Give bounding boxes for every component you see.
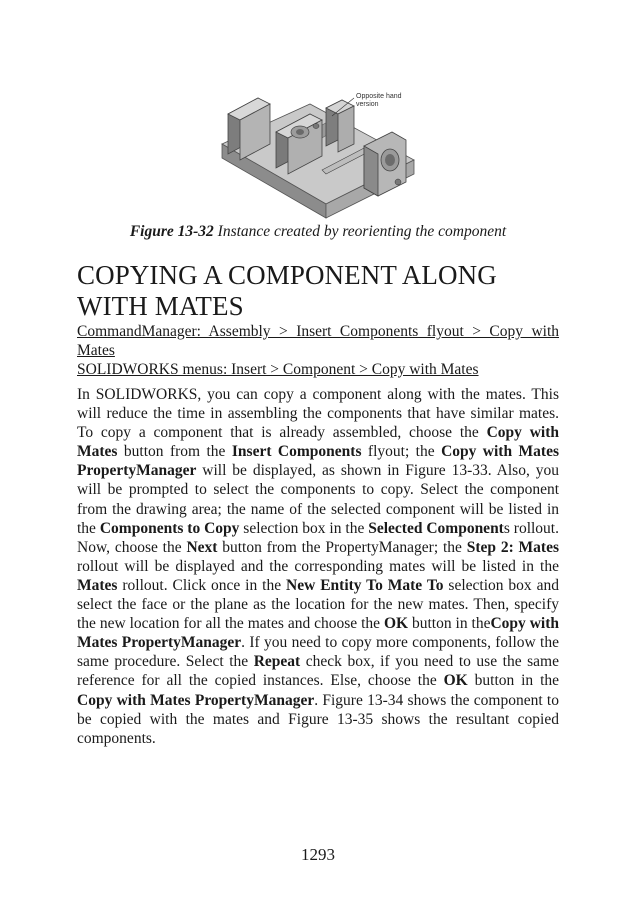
section-heading: COPYING A COMPONENT ALONG WITH MATES xyxy=(77,260,497,321)
commandmanager-path: CommandManager: Assembly > Insert Components flyout > Copy with Mates xyxy=(77,323,559,359)
body-bold-term: Repeat xyxy=(253,653,301,671)
figure-caption-label: Figure 13-32 xyxy=(129,223,214,240)
body-bold-term: OK xyxy=(443,672,468,690)
body-bold-term: Insert Components xyxy=(231,443,362,461)
figure-callout: Opposite hand version xyxy=(356,93,402,108)
body-bold-term: Step 2: Mates xyxy=(466,538,559,556)
body-bold-term: Selected Component xyxy=(368,519,504,537)
body-text: flyout; the xyxy=(361,443,442,461)
body-bold-term: Components to Copy xyxy=(99,519,240,537)
body-bold-term: Copy with Mates PropertyManager xyxy=(77,443,559,480)
body-text: rollout will be displayed and the corresponding mates will be listed in the xyxy=(77,557,559,575)
body-text: selection box in the xyxy=(239,519,369,537)
body-text: s rollout. Now, choose the xyxy=(77,519,559,556)
body-text: button in the xyxy=(408,615,491,633)
figure-caption xyxy=(0,222,636,242)
figure-vise-illustration xyxy=(218,86,418,222)
body-text: button in the xyxy=(467,672,559,690)
body-text: check box, if you need to use the same reference for all the copied instances. Else, choose the xyxy=(77,653,559,690)
body-text: . Figure 13-34 shows the component to be copied with the mates and Figure 13-35 shows the resultant copied components. xyxy=(77,691,559,747)
body-bold-term: Mates xyxy=(77,576,118,594)
body-bold-term: Copy with Mates PropertyManager xyxy=(77,615,559,652)
body-text: rollout. Click once in the xyxy=(117,576,287,594)
body-paragraph xyxy=(77,385,559,748)
body-text: button from the PropertyManager; the xyxy=(217,538,467,556)
body-text: button from the xyxy=(117,443,232,461)
body-text: In SOLIDWORKS, you can copy a component along with the mates. This will reduce the time in assembling the components that have similar mates. To copy a component that is already assembled, choose the xyxy=(77,386,559,442)
body-bold-term: Copy with Mates PropertyManager xyxy=(77,691,315,709)
body-text: . If you need to copy more components, follow the same procedure. Select the xyxy=(77,634,559,671)
menu-path: SOLIDWORKS menus: Insert > Component > Copy with Mates xyxy=(77,361,479,378)
page-number: 1293 xyxy=(301,845,335,864)
body-bold-term: OK xyxy=(383,615,409,633)
figure-caption-text: Instance created by reorienting the component xyxy=(217,223,507,240)
body-bold-term: New Entity To Mate To xyxy=(286,576,444,594)
body-text: selection box and select the face or the plane as the location for the new mates. Then, specify the new location for all the mates and choose the xyxy=(77,576,559,633)
body-bold-term: Copy with Mates xyxy=(77,424,559,461)
body-bold-term: Next xyxy=(186,538,218,556)
body-text: will be displayed, as shown in Figure 13-33. Also, you will be prompted to select the components to copy. Select the component from the drawing area; the name of the selected component will be listed in the xyxy=(77,462,559,537)
